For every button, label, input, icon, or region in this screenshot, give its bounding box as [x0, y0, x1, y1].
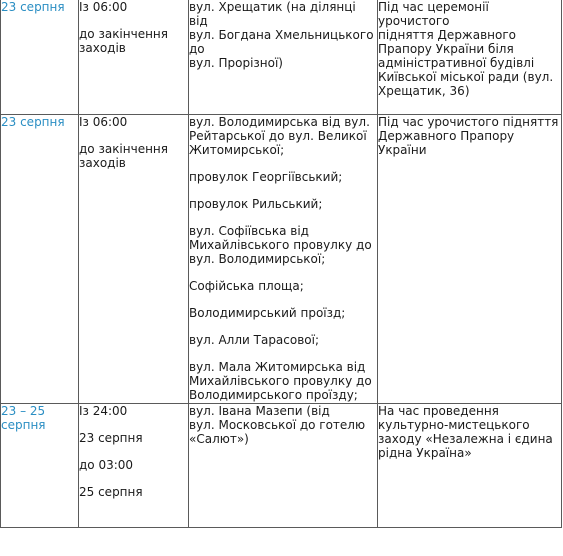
- time-start: Із 06:00: [79, 115, 128, 129]
- reason-cell: [378, 115, 562, 404]
- time-end: до закінчення заходів: [79, 142, 168, 170]
- date-link[interactable]: 23 серпня: [1, 115, 65, 129]
- date-link[interactable]: 23 серпня: [1, 0, 65, 14]
- reason-cell: [378, 404, 562, 528]
- streets-cell: [189, 115, 378, 404]
- time-end: до 03:00: [79, 458, 134, 472]
- time-cell: [79, 0, 189, 115]
- street-item: вул. Софіївська від Михайлівського провулку до вул. Володимирської;: [189, 224, 372, 266]
- street-item: вул. Хрещатик (на ділянці від вул. Богдана Хмельницького до вул. Прорізної): [189, 0, 374, 70]
- date-link[interactable]: 23 – 25 серпня: [1, 404, 46, 432]
- table-row: [1, 0, 562, 115]
- date-cell: [1, 404, 79, 528]
- table-row: [1, 404, 562, 528]
- time-cell: [79, 115, 189, 404]
- time-start: Із 24:00: [79, 404, 128, 418]
- streets-cell: [189, 0, 378, 115]
- time-cell: [79, 404, 189, 528]
- street-item: вул. Мала Житомирська від Михайлівського провулку до Володимирського проїзду;: [189, 360, 372, 402]
- street-item: провулок Рильський;: [189, 197, 323, 211]
- street-item: вул. Івана Мазепи (від вул. Московської до готелю «Салют»): [189, 404, 366, 446]
- table-row: [1, 115, 562, 404]
- street-item: Софійська площа;: [189, 279, 304, 293]
- time-end-date: 25 серпня: [79, 485, 143, 499]
- streets-cell: [189, 404, 378, 528]
- reason-text: Під час церемонії урочистого підняття Державного Прапору України біля адміністративної будівлі Київської міської ради (вул. Хрещатик, 36): [378, 0, 554, 98]
- date-cell: [1, 0, 79, 115]
- street-item: провулок Георгіївський;: [189, 170, 343, 184]
- time-start: Із 06:00: [79, 0, 128, 14]
- street-item: вул. Алли Тарасової;: [189, 333, 320, 347]
- time-end: до закінчення заходів: [79, 27, 168, 55]
- street-item: вул. Володимирська від вул. Рейтарської до вул. Великої Житомирської;: [189, 115, 370, 157]
- reason-text: Під час урочистого підняття Державного Прапору України: [378, 115, 559, 157]
- date-cell: [1, 115, 79, 404]
- reason-text: На час проведення культурно-мистецького заходу «Незалежна і єдина рідна Україна»: [378, 404, 553, 460]
- time-start-date: 23 серпня: [79, 431, 143, 445]
- street-item: Володимирський проїзд;: [189, 306, 346, 320]
- reason-cell: [378, 0, 562, 115]
